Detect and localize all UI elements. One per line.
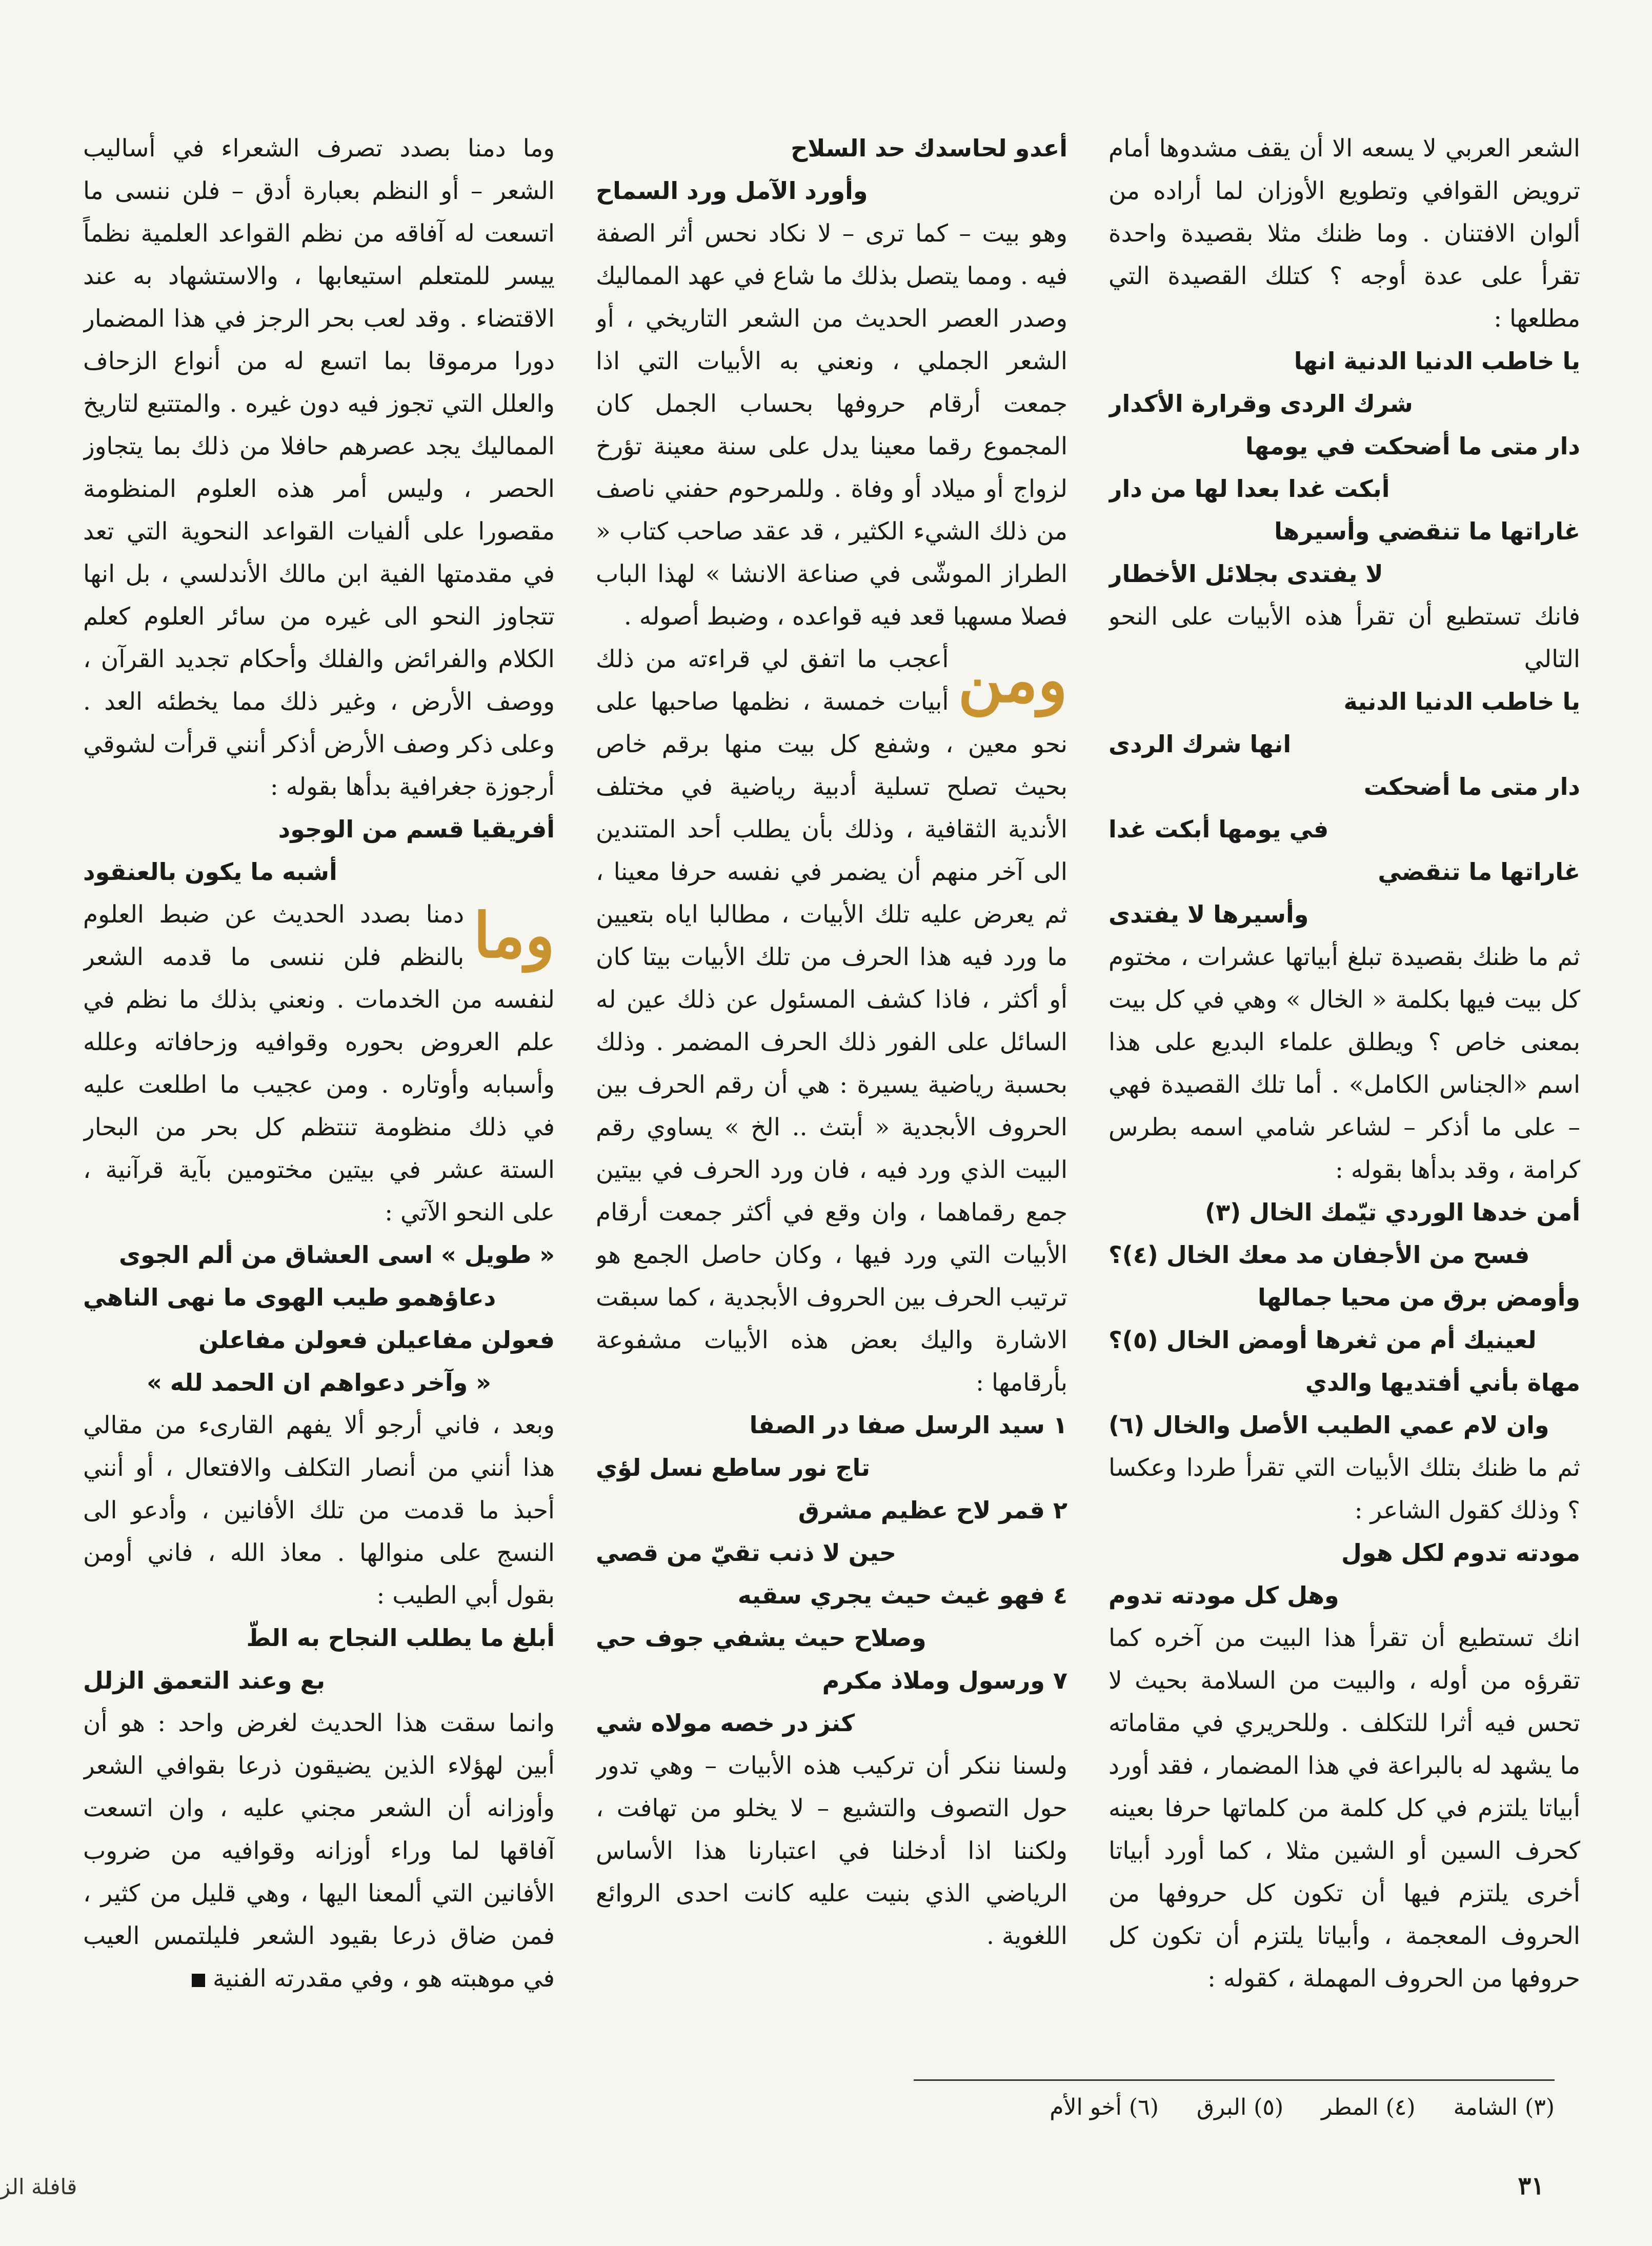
verse-line: وأومض برق من محيا جمالها (1258, 1284, 1580, 1311)
verse-line: أمن خدها الوردي تيّمك الخال (٣) (1205, 1198, 1580, 1226)
verse-line: « وآخر دعواهم ان الحمد لله » (147, 1369, 491, 1396)
verse-line: دار متى ما أضحكت في يومها (1245, 432, 1580, 460)
verse-line: مهاة بأني أفتديها والدي (1305, 1369, 1580, 1396)
page-number: ٣١ (1518, 2172, 1544, 2200)
paragraph-text: وانما سقت هذا الحديث لغرض واحد : هو أن أبين لهؤلاء الذين يضيقون ذرعا بقوافي الشعر وأوزانه أن الشعر مجني عليه ، وان اتسعت آفاقها لما وراء أوزانه وقوافيه من ضروب الأفانين التي ألمعنا اليها ، وهي قليل من كثير ، فمن ضاق ذرعا بقيود الشعر فليلتمس العيب في موهبته هو ، وفي مقدرته الفنية (83, 1709, 555, 1993)
verse-line: أعدو لحاسدك حد السلاح (791, 134, 1067, 162)
verse-line: غاراتها ما تنقضي (1378, 858, 1580, 886)
paragraph-text: أعجب ما اتفق لي قراءته من ذلك أبيات خمسة ، نظمها صاحبها على نحو معين ، وشفع كل بيت منها برقم خاص بحيث تصلح تسلية أدبية رياضية في مختلف الأندية الثقافية ، وذلك بأن يطلب أحد المتندين الى آخر منهم أن يضمر في نفسه حرفا معينا ، ثم يعرض عليه تلك الأبيات ، مطالبا اياه بتعيين ما ورد فيه هذا الحرف من تلك الأبيات بيتا كان أو أكثر ، فاذا كشف المسئول عن ذلك عين له السائل على الفور ذلك الحرف المضمر . وذلك بحسبة رياضية يسيرة : هي أن رقم الحرف بين الحروف الأبجدية « أبتث .. الخ » يساوي رقم البيت الذي ورد فيه ، فان ورد الحرف في بيتين جمع رقماهما ، وان وقع في أكثر جمعت أرقام الأبيات التي ورد فيها ، وكان حاصل الجمع هو ترتيب الحرف بين الحروف الأبجدية ، كما سبقت الاشارة واليك بعض هذه الأبيات مشفوعة بأرقامها : (596, 645, 1067, 1397)
article-column-right (1109, 127, 1580, 2040)
paragraph: الشعر العربي لا يسعه الا أن يقف مشدوها أمام ترويض القوافي وتطويع الأوزان لما أراده من ألوان الافتنان . وما ظنك مثلا بقصيدة واحدة تقرأ على عدة أوجه ؟ كتلك القصيدة التي مطلعها : (1109, 134, 1580, 333)
verse-line: لا يفتدى بجلائل الأخطار (1109, 560, 1383, 588)
dropcap: ومن (958, 644, 1067, 716)
verse-line: ٧ ورسول وملاذ مكرم (822, 1667, 1067, 1694)
verse-line: وأسيرها لا يفتدى (1109, 900, 1309, 928)
verse-line: وهل كل مودته تدوم (1109, 1581, 1339, 1609)
paragraph: انك تستطيع أن تقرأ هذا البيت من آخره كما تقرؤه من أوله ، والبيت من السلامة بحيث لا تحس فيه أثرا للتكلف . وللحريري في مقاماته ما يشهد له بالبراعة في هذا المضمار ، فقد أورد أبياتا يلتزم في كل كلمة من كلماتها حرفا بعينه كحرف السين أو الشين مثلا ، كما أورد أبياتا أخرى يلتزم فيها أن تكون كل حروفها من الحروف المعجمة ، وأبياتا يلتزم أن تكون كل حروفها من الحروف المهملة ، كقوله : (1109, 1624, 1580, 1993)
footnote-divider (914, 2079, 1555, 2081)
verse-line: غاراتها ما تنقضي وأسيرها (1274, 517, 1580, 545)
verse-line: لعينيك أم من ثغرها أومض الخال (٥)؟ (1109, 1326, 1537, 1354)
verse-line: بع وعند التعمق الزلل (83, 1667, 326, 1694)
verse-line: حين لا ذنب تقيّ من قصي (596, 1539, 897, 1567)
verse-line: وصلاح حيث يشفي جوف حي (596, 1624, 926, 1652)
verse-line: مودته تدوم لكل هول (1341, 1539, 1580, 1567)
verse-line: انها شرك الردى (1109, 730, 1292, 758)
footnote: (٤) المطر (1321, 2094, 1416, 2120)
paragraph-with-dropcap (596, 638, 1067, 1404)
verse-line: يا خاطب الدنيا الدنية (1343, 688, 1580, 715)
verse-line: وأورد الآمل ورد السماح (596, 177, 868, 205)
verse-line: كنز در خصه مولاه شي (596, 1709, 855, 1737)
verse-line: « طويل » اسى العشاق من ألم الجوى (119, 1241, 555, 1269)
footnote: (٣) الشامة (1453, 2094, 1555, 2120)
paragraph: ثم ما ظنك بقصيدة تبلغ أبياتها عشرات ، مختوم كل بيت فيها بكلمة « الخال » وهي في كل بيت بمعنى خاص ؟ ويطلق علماء البديع على هذا اسم «الجناس الكامل» . أما تلك القصيدة فهي – على ما أذكر – لشاعر شامي اسمه بطرس كرامة ، وقد بدأها بقوله : (1109, 943, 1580, 1184)
paragraph (83, 1702, 555, 2000)
verse-line: أبكت غدا بعدا لها من دار (1109, 475, 1390, 503)
paragraph: فانك تستطيع أن تقرأ هذه الأبيات على النحو التالي (1109, 603, 1580, 673)
running-head: قافلة الز (0, 2174, 77, 2199)
footnote: (٦) أخو الأم (1050, 2094, 1159, 2120)
paragraph: وما دمنا بصدد تصرف الشعراء في أساليب الشعر – أو النظم بعبارة أدق – فلن ننسى ما اتسعت له آفاقه من نظم القواعد العلمية نظماً ييسر للمتعلم استيعابها ، والاستشهاد به عند الاقتضاء . وقد لعب بحر الرجز في هذا المضمار دورا مرموقا بما اتسع له من أنواع الزحاف والعلل التي تجوز فيه دون غيره . والمتتبع لتاريخ المماليك يجد عصرهم حافلا من ذلك بما يتجاوز الحصر ، وليس أمر هذه العلوم المنظومة مقصورا على ألفيات القواعد النحوية التي تعد في مقدمتها الفية ابن مالك الأندلسي ، بل انها تتجاوز النحو الى غيره من سائر العلوم كعلم الكلام والفرائض والفلك وأحكام تجديد القرآن ، ووصف الأرض ، وغير ذلك مما يخطئه العد . وعلى ذكر وصف الأرض أذكر أنني قرأت لشوقي أرجوزة جغرافية بدأها بقوله : (83, 134, 555, 801)
paragraph: ثم ما ظنك بتلك الأبيات التي تقرأ طردا وعكسا ؟ وذلك كقول الشاعر : (1109, 1454, 1580, 1525)
paragraph-text: دمنا بصدد الحديث عن ضبط العلوم بالنظم فلن ننسى ما قدمه الشعر لنفسه من الخدمات . ونعني بذلك ما نظم في علم العروض بحوره وقوافيه وزحافاته وعلله وأسبابه وأوتاره . ومن عجيب ما اطلعت عليه في ذلك منظومة تنتظم كل بحر من البحار الستة عشر في بيتين مختومين بآية قرآنية ، على النحو الآتي : (83, 900, 555, 1227)
paragraph: وهو بيت – كما ترى – لا نكاد نحس أثر الصفة فيه . ومما يتصل بذلك ما شاع في عهد المماليك وصدر العصر الحديث من الشعر التاريخي ، أو الشعر الجملي ، ونعني به الأبيات التي اذا جمعت أرقام حروفها بحساب الجمل كان المجموع رقما معينا يدل على سنة معينة تؤرخ لزواج أو ميلاد أو وفاة . وللمرحوم حفني ناصف من ذلك الشيء الكثير ، قد عقد صاحب كتاب « الطراز الموشّى في صناعة الانشا » لهذا الباب فصلا مسهبا قعد فيه قواعده ، وضبط أصوله . (596, 219, 1067, 631)
verse-line: شرك الردى وقرارة الأكدار (1109, 390, 1413, 417)
verse-line: أفريقيا قسم من الوجود (278, 815, 555, 843)
paragraph: ولسنا ننكر أن تركيب هذه الأبيات – وهي تدور حول التصوف والتشيع – لا يخلو من تهافت ، ولكننا اذا أدخلنا في اعتبارنا هذا الأساس الرياضي الذي بنيت عليه كانت احدى الروائع اللغوية . (596, 1752, 1067, 1950)
verse-line: أبلغ ما يطلب النجاح به الطّ (246, 1624, 555, 1652)
footnote: (٥) البرق (1196, 2094, 1284, 2120)
verse-line: ١ سيد الرسل صفا در الصفا (749, 1411, 1067, 1439)
article-column-middle (596, 127, 1067, 2040)
verse-line: ٢ قمر لاح عظيم مشرق (798, 1496, 1067, 1524)
end-of-article-square-icon (192, 1974, 205, 1987)
dropcap: وما (473, 899, 555, 972)
verse-line: دار متى ما أضحكت (1363, 773, 1580, 800)
paragraph-with-dropcap (83, 893, 555, 1234)
verse-line: في يومها أبكت غدا (1109, 815, 1329, 843)
verse-line: فعولن مفاعيلن فعولن مفاعلن (198, 1326, 555, 1354)
verse-line: يا خاطب الدنيا الدنية انها (1294, 347, 1580, 375)
verse-line: فسح من الأجفان مد معك الخال (٤)؟ (1109, 1241, 1530, 1269)
footnotes (888, 2090, 1555, 2125)
verse-line: ٤ فهو غيث حيث يجري سقيه (737, 1581, 1067, 1609)
verse-line: أشبه ما يكون بالعنقود (83, 858, 337, 886)
verse-line: دعاؤهمو طيب الهوى ما نهى الناهي (83, 1284, 496, 1311)
verse-line: تاج نور ساطع نسل لؤي (596, 1454, 871, 1481)
article-column-left (83, 127, 555, 2040)
verse-line: وان لام عمي الطيب الأصل والخال (٦) (1109, 1411, 1549, 1439)
paragraph: وبعد ، فاني أرجو ألا يفهم القارىء من مقالي هذا أنني من أنصار التكلف والافتعال ، أو أنني أحبذ ما قدمت من تلك الأفانين ، وأدعو الى النسج على منوالها . معاذ الله ، فاني أومن بقول أبي الطيب : (83, 1411, 555, 1610)
